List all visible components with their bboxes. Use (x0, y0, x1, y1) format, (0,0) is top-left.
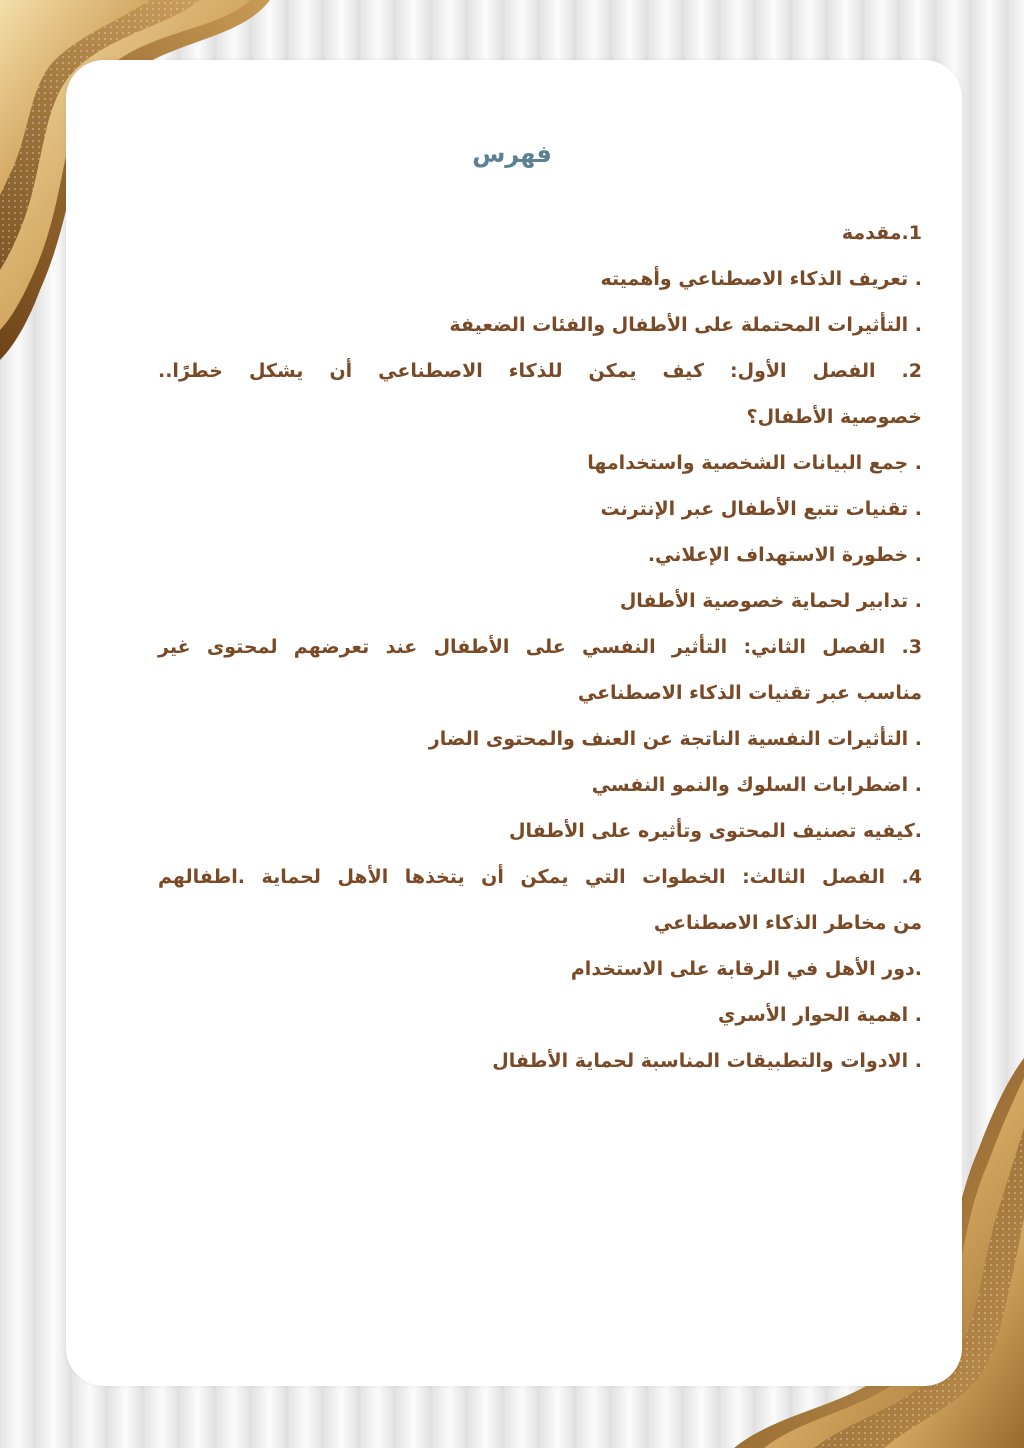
toc-item: مناسب عبر تقنيات الذكاء الاصطناعي (577, 682, 922, 704)
toc-item: . اضطرابات السلوك والنمو النفسي (591, 774, 922, 796)
page-title: فهرس (472, 140, 552, 168)
toc-item: .كيفيه تصنيف المحتوى وتأثيره على الأطفال (508, 820, 922, 842)
toc-item: . التأثيرات المحتملة على الأطفال والفئات الضعيفة (449, 314, 922, 336)
toc-item: . خطورة الاستهداف الإعلاني. (647, 544, 922, 566)
toc-item: خصوصية الأطفال؟ (746, 406, 922, 428)
toc-item: من مخاطر الذكاء الاصطناعي (653, 912, 922, 934)
toc-item: . تقنيات تتبع الأطفال عبر الإنترنت (600, 498, 922, 520)
toc-item: . التأثيرات النفسية الناتجة عن العنف والمحتوى الضار (428, 728, 922, 750)
toc-item: 2. الفصل الأول: كيف يمكن للذكاء الاصطناعي أن يشكل خطرًا.. (158, 360, 922, 382)
toc-item: .دور الأهل في الرقابة على الاستخدام (570, 958, 922, 980)
toc-item: . اهمية الحوار الأسري (717, 1004, 922, 1026)
toc-item: 1.مقدمة (841, 222, 922, 244)
toc-item: . الادوات والتطبيقات المناسبة لحماية الأطفال (492, 1050, 922, 1072)
toc-item: 3. الفصل الثاني: التأثير النفسي على الأطفال عند تعرضهم لمحتوى غير (158, 636, 922, 658)
toc-item: . جمع البيانات الشخصية واستخدامها (587, 452, 922, 474)
table-of-contents (158, 210, 922, 1084)
toc-item: . تدابير لحماية خصوصية الأطفال (619, 590, 922, 612)
toc-item: . تعريف الذكاء الاصطناعي وأهميته (600, 268, 922, 290)
toc-item: 4. الفصل الثالث: الخطوات التي يمكن أن يتخذها الأهل لحماية .اطفالهم (158, 866, 922, 888)
